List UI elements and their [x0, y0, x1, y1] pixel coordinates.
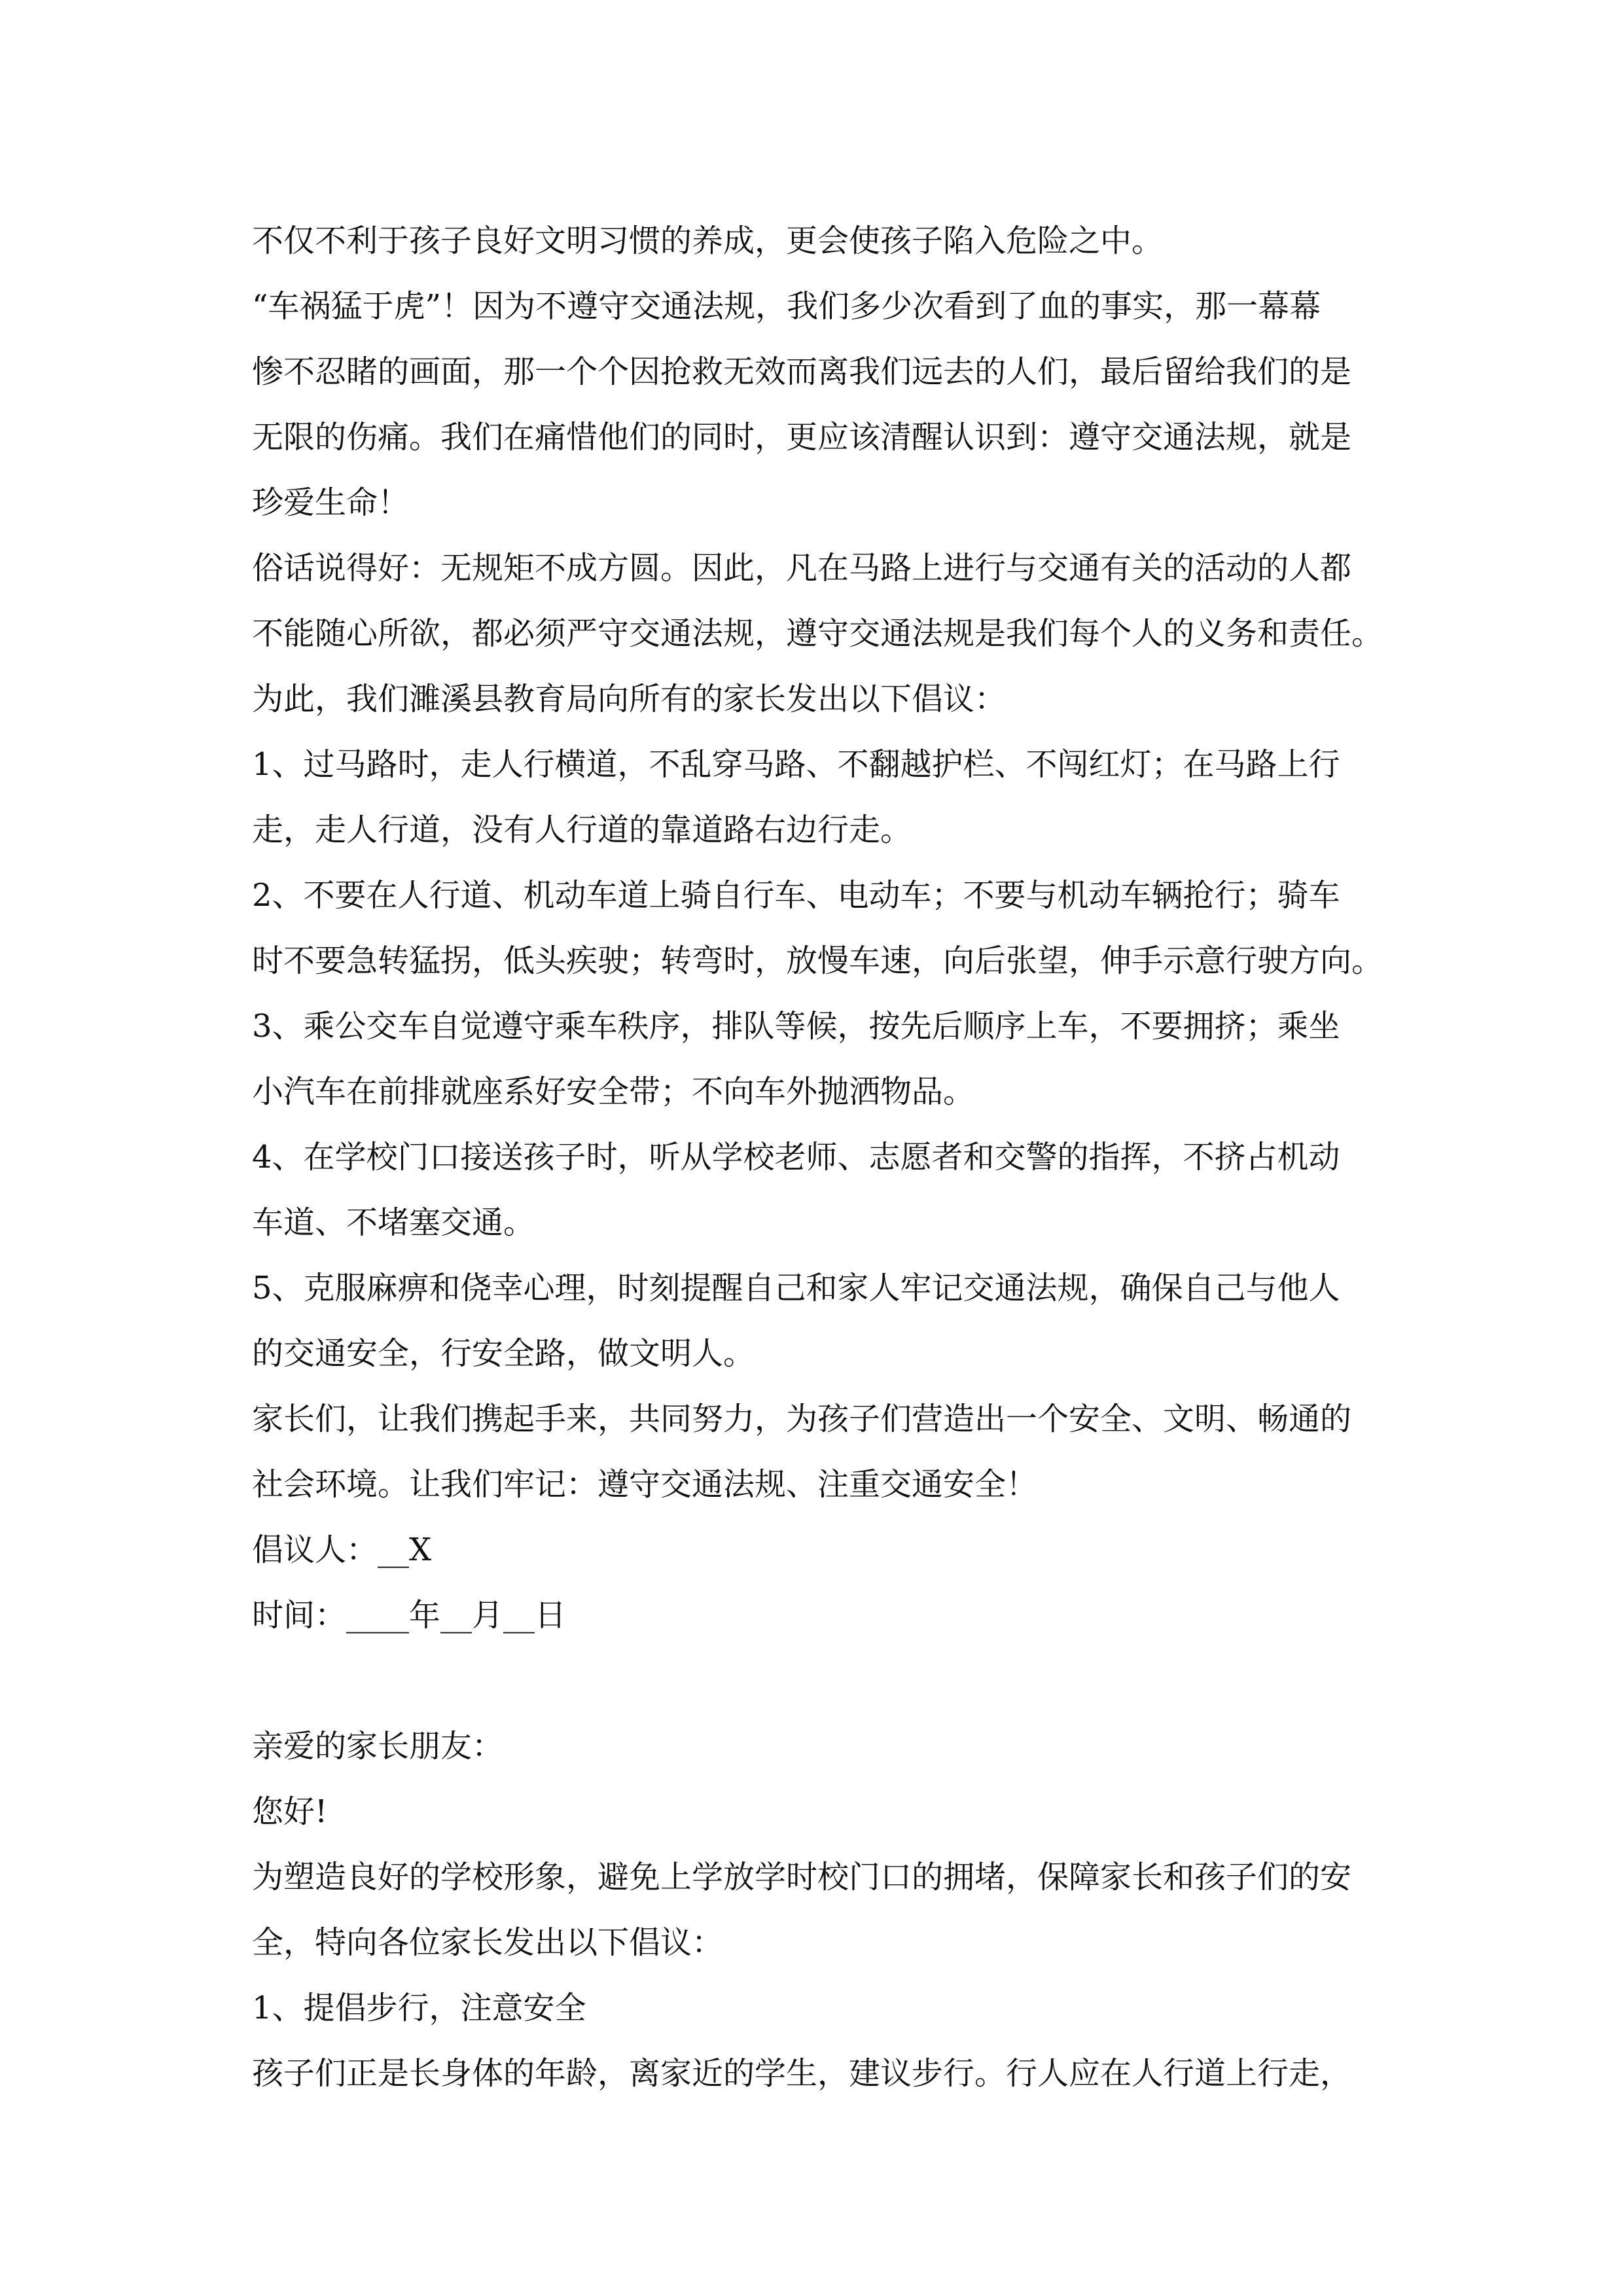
paragraph-line: “车祸猛于虎”！因为不遵守交通法规，我们多少次看到了血的事实，那一幕幕	[252, 288, 1321, 325]
paragraph-line: 不仅不利于孩子良好文明习惯的养成，更会使孩子陷入危险之中。	[252, 223, 1164, 259]
list-item-line: 5、克服麻痹和侥幸心理，时刻提醒自己和家人牢记交通法规，确保自己与他人	[252, 1270, 1340, 1306]
signature-line: 倡议人：__X	[252, 1532, 432, 1568]
letter-1	[252, 208, 1391, 1648]
paragraph-line: 为此，我们濉溪县教育局向所有的家长发出以下倡议：	[252, 681, 1007, 717]
paragraph-line: 社会环境。让我们牢记：遵守交通法规、注重交通安全！	[252, 1466, 1038, 1503]
date-line: 时间：____年__月__日	[252, 1597, 567, 1634]
list-item-line: 4、在学校门口接送孩子时，听从学校老师、志愿者和交警的指挥，不挤占机动	[252, 1139, 1340, 1175]
salutation-line: 亲爱的家长朋友：	[252, 1728, 504, 1765]
list-item-line: 走，走人行道，没有人行道的靠道路右边行走。	[252, 812, 912, 848]
paragraph-line: 不能随心所欲，都必须严守交通法规，遵守交通法规是我们每个人的义务和责任。	[252, 615, 1383, 652]
list-item-line: 3、乘公交车自觉遵守乘车秩序，排队等候，按先后顺序上车，不要拥挤；乘坐	[252, 1008, 1340, 1045]
paragraph-line: 无限的伤痛。我们在痛惜他们的同时，更应该清醒认识到：遵守交通法规，就是	[252, 419, 1352, 456]
paragraph-line: 惨不忍睹的画面，那一个个因抢救无效而离我们远去的人们，最后留给我们的是	[252, 353, 1352, 390]
list-item-line: 2、不要在人行道、机动车道上骑自行车、电动车；不要与机动车辆抢行；骑车	[252, 877, 1340, 914]
list-item-line: 1、提倡步行，注意安全	[252, 1990, 586, 2026]
paragraph-line: 俗话说得好：无规矩不成方圆。因此，凡在马路上进行与交通有关的活动的人都	[252, 550, 1352, 586]
document-body	[252, 208, 1391, 2106]
paragraph-line: 孩子们正是长身体的年龄，离家近的学生，建议步行。行人应在人行道上行走，	[252, 2055, 1352, 2092]
list-item-line: 小汽车在前排就座系好安全带；不向车外抛洒物品。	[252, 1073, 975, 1110]
list-item-line: 的交通安全，行安全路，做文明人。	[252, 1335, 755, 1372]
greeting-line: 您好!	[252, 1793, 328, 1830]
letter-2	[252, 1713, 1391, 2106]
list-item-line: 时不要急转猛拐，低头疾驶；转弯时，放慢车速，向后张望，伸手示意行驶方向。	[252, 942, 1383, 979]
list-item-line: 1、过马路时，走人行横道，不乱穿马路、不翻越护栏、不闯红灯；在马路上行	[252, 746, 1340, 783]
paragraph-line: 全，特向各位家长发出以下倡议：	[252, 1924, 724, 1961]
section-spacer	[252, 1648, 1391, 1713]
paragraph-line: 珍爱生命！	[252, 484, 410, 521]
paragraph-line: 为塑造良好的学校形象，避免上学放学时校门口的拥堵，保障家长和孩子们的安	[252, 1859, 1352, 1895]
list-item-line: 车道、不堵塞交通。	[252, 1204, 535, 1241]
paragraph-line: 家长们，让我们携起手来，共同努力，为孩子们营造出一个安全、文明、畅通的	[252, 1401, 1352, 1437]
